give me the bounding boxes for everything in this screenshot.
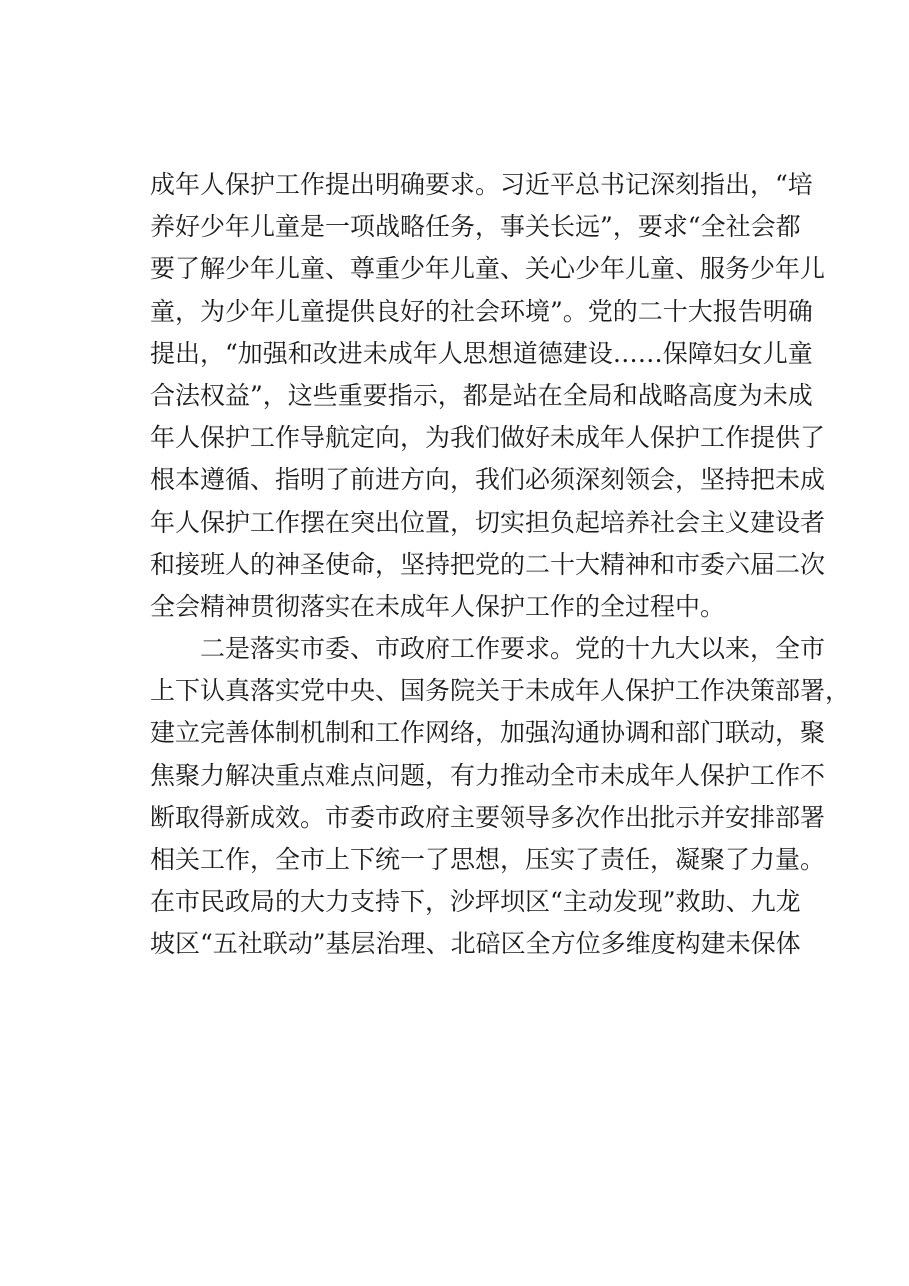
text-line: 合法权益”，这些重要指示，都是站在全局和战略高度为未成	[150, 380, 813, 410]
text-line: 断取得新成效。市委市政府主要领导多次作出批示并安排部署	[150, 802, 826, 832]
text-line: 成年人保护工作提出明确要求。习近平总书记深刻指出，“培	[150, 170, 813, 199]
text-line: 童，为少年儿童提供良好的社会环境”。党的二十大报告明确	[150, 296, 813, 326]
text-line: 相关工作，全市上下统一了思想，压实了责任，凝聚了力量。	[150, 845, 826, 874]
text-line: 年人保护工作摆在突出位置，切实担负起培养社会主义建设者	[150, 507, 826, 537]
text-line: 和接班人的神圣使命，坚持把党的二十大精神和市委六届二次	[150, 549, 826, 579]
text-line: 养好少年儿童是一项战略任务，事关长远”，要求“全社会都	[150, 212, 801, 242]
body-text	[150, 164, 851, 966]
text-line: 全会精神贯彻落实在未成年人保护工作的全过程中。	[150, 591, 726, 621]
paragraph-first-line: 二是落实市委、市政府工作要求。党的十九大以来，全市	[200, 634, 826, 664]
text-line: 要了解少年儿童、尊重少年儿童、关心少年儿童、服务少年儿	[150, 254, 826, 284]
text-line: 建立完善体制机制和工作网络，加强沟通协调和部门联动，聚	[150, 718, 826, 748]
text-line: 年人保护工作导航定向，为我们做好未成年人保护工作提供了	[150, 423, 826, 453]
text-line: 焦聚力解决重点难点问题，有力推动全市未成年人保护工作不	[150, 760, 826, 790]
text-line: 在市民政局的大力支持下，沙坪坝区“主动发现”救助、九龙	[150, 887, 801, 917]
text-line: 上下认真落实党中央、国务院关于未成年人保护工作决策部署，	[150, 676, 851, 706]
text-line: 根本遵循、指明了前进方向，我们必须深刻领会，坚持把未成	[150, 465, 826, 495]
text-line: 提出，“加强和改进未成年人思想道德建设……保障妇女儿童	[150, 338, 813, 368]
text-line: 坡区“五社联动”基层治理、北碚区全方位多维度构建未保体	[150, 929, 801, 959]
